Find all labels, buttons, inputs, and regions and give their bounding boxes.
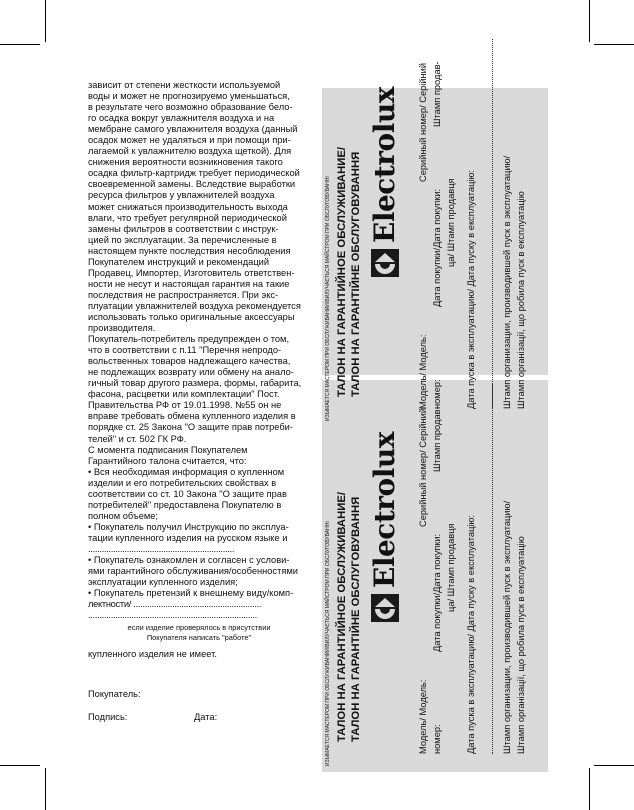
text-line: • Вся необходимая информация о купленном [88, 466, 285, 477]
text-line: своевременной замены. Вследствие выработки [88, 179, 296, 190]
text-line: тации купленного изделия на русском языке и [88, 532, 288, 543]
text-line: потребителей" предоставлена Покупателю в [88, 499, 282, 510]
crop-mark [0, 44, 40, 45]
serial-field-label-cont: номер: [432, 379, 442, 409]
text-line: снижения вероятности возникновения такого [88, 157, 283, 168]
org-stamp-label-ru: Штамп организации, производившей пуск в эксплуатацию/ [502, 500, 512, 754]
electrolux-logo [368, 87, 401, 277]
text-line: соответствии со ст. 10 Закона "О защите прав [88, 488, 287, 499]
org-stamp-label-ua: Штамп організації, що робила пуск в експлуатацію [516, 536, 526, 754]
text-line: ями гарантийного обслуживания/особенностями [88, 566, 298, 577]
text-line: Правительства РФ от 19.01.1998. №55 он не [88, 400, 282, 411]
text-line: влаги, что требует регулярной периодической [88, 212, 287, 223]
electrolux-logo [368, 432, 401, 622]
text-line: полном объеме; [88, 510, 159, 521]
text-line: изделии и его потребительских свойствах в [88, 477, 277, 488]
seller-stamp-label-cont: ца/ Штамп продавця [446, 178, 456, 267]
text-line: • Покупатель ознакомлен и согласен с услови- [88, 555, 290, 566]
model-field-label: Модель/ Модель: [418, 679, 428, 754]
crop-mark [594, 44, 634, 45]
text-line: Покупателем инструкций и рекомендаций [88, 256, 270, 267]
fill-in-line: ................................................................ [88, 543, 235, 554]
coupon-title-ru: ТАЛОН НА ГАРАНТИЙНОЕ ОБСЛУЖИВАНИЕ/ [336, 146, 348, 397]
text-line: настоящем пункте последствия несоблюдения [88, 245, 291, 256]
text-line: воды и может не прогнозируемо уменьшаться, [88, 91, 290, 102]
text-line: замены фильтров в соответствии с инструк- [88, 223, 279, 234]
serial-field-label: Серийный номер/ Серійний [418, 407, 428, 527]
text-line: цией по эксплуатации. За перечисленные в [88, 234, 277, 245]
text-line: фасона, расцветки или комплектации" Пост. [88, 389, 280, 400]
text-line: лектности/ ........................................................ [88, 599, 262, 610]
org-stamp-label-ru: Штамп организации, производившей пуск в эксплуатацию/ [502, 155, 512, 409]
crop-mark [594, 765, 634, 766]
text-line: плуатации увлажнителей воздуха рекомендуется [88, 300, 301, 311]
text-line: вольственных товаров надлежащего качества, [88, 356, 291, 367]
seller-stamp-label: Штамп продав- [432, 406, 442, 472]
text-line: ности не несут и настоящая гарантия на такие [88, 278, 290, 289]
coupon-title-ru: ТАЛОН НА ГАРАНТИЙНОЕ ОБСЛУЖИВАНИЕ/ [336, 491, 348, 742]
text-line: го осадка вокруг увлажнителя воздуха и на [88, 113, 275, 124]
buyer-label: Покупатель: [88, 689, 141, 699]
crop-mark [45, 768, 46, 810]
text-line: что в соответствии с п.11 "Перечня непродо- [88, 345, 282, 356]
warranty-conditions-text [88, 80, 310, 660]
text-line: вправе требовать обмена купленного изделия в [88, 411, 296, 422]
purchase-date-label: Дата покупки/Дата покупки: [432, 188, 442, 307]
seller-stamp-label-cont: ца/ Штамп продавця [446, 523, 456, 612]
text-line: осадок может не удаляться и при помощи при- [88, 135, 291, 146]
text-line: • Покупатель получил Инструкцию по эксплуа- [88, 521, 289, 532]
crop-mark [0, 765, 40, 766]
condition-note-line: Покупателя написать "работе" [146, 633, 252, 643]
crop-mark [589, 0, 590, 42]
start-date-label: Дата пуска в эксплуатацию/ Дата пуску в експлуатацію: [466, 514, 476, 754]
text-line: эксплуатации купленного изделия; [88, 577, 238, 588]
coupon-side-note: ИЗЫМАЕТСЯ МАСТЕРОМ ПРИ ОБСЛУЖИВАНИИ/ВИЛУЧАЄТЬСЯ МАЙСТРОМ ПРИ ОБСЛУГОВУВАННІ [325, 176, 331, 421]
text-line: лагаемой к увлажнителю воздуха щеткой). Для [88, 146, 292, 157]
text-line: гичный товар другого размера, формы, габарита, [88, 378, 302, 389]
text-line: осадка фильтр-картридж требует периодической [88, 168, 300, 179]
text-line: • Покупатель претензий к внешнему виду/комп- [88, 588, 294, 599]
brand-name: Electrolux [368, 87, 401, 243]
text-line: Гарантийного талона считается, что: [88, 455, 247, 466]
model-field-label: Модель/ Модель: [418, 334, 428, 409]
divider [492, 384, 493, 754]
coupon-title-ua: ТАЛОН НА ГАРАНТІЙНЕ ОБСЛУГОВУВАННЯ [350, 151, 362, 397]
text-line: производителя. [88, 323, 156, 334]
warranty-coupon [322, 61, 548, 421]
text-line: зависит от степени жесткости используемой [88, 80, 281, 90]
text-line: телей" и ст. 502 ГК РФ. [88, 433, 187, 444]
date-label: Дата: [194, 712, 218, 722]
text-line: ресурса фильтров у увлажнителей воздуха [88, 190, 275, 201]
condition-note [88, 623, 310, 643]
warranty-coupon [322, 380, 548, 772]
crop-mark [589, 768, 590, 810]
text-line: мембране самого увлажнителя воздуха (данный [88, 124, 298, 135]
text-line: Покупатель-потребитель предупрежден о том, [88, 334, 290, 345]
text-line: последствия не распространяется. При экс- [88, 289, 279, 300]
serial-field-label-cont: номер: [432, 724, 442, 754]
electrolux-logo-icon [371, 249, 399, 277]
coupon-title-ua: ТАЛОН НА ГАРАНТІЙНЕ ОБСЛУГОВУВАННЯ [350, 496, 362, 742]
text-line: порядке ст. 25 Закона "О защите прав потреби- [88, 422, 293, 433]
divider [492, 39, 493, 409]
text-line: использовать только оригинальные аксессуары [88, 311, 295, 322]
no-claims-text: купленного изделия не имеет. [88, 649, 217, 660]
text-line: Продавец, Импортер, Изготовитель ответствен- [88, 267, 295, 278]
crop-mark [45, 0, 46, 42]
fill-in-line: .......................................................................... [88, 610, 257, 621]
serial-field-label: Серийный номер/ Серійний [418, 62, 428, 182]
start-date-label: Дата пуска в эксплуатацию/ Дата пуску в експлуатацію: [466, 169, 476, 409]
signature-label: Подпись: [88, 712, 128, 722]
text-line: в результате чего возможно образование бело- [88, 102, 293, 113]
purchase-date-label: Дата покупки/Дата покупки: [432, 533, 442, 652]
text-line: С момента подписания Покупателем [88, 444, 248, 455]
electrolux-logo-icon [371, 594, 399, 622]
brand-name: Electrolux [368, 432, 401, 588]
seller-stamp-label: Штамп продав- [432, 61, 442, 127]
coupon-side-note: ИЗЫМАЕТСЯ МАСТЕРОМ ПРИ ОБСЛУЖИВАНИИ/ВИЛУЧАЄТЬСЯ МАЙСТРОМ ПРИ ОБСЛУГОВУВАННІ [325, 521, 331, 766]
text-line: не подлежащих возврату или обмену на анало- [88, 367, 294, 378]
text-line: может снижаться производительность выхода [88, 201, 288, 212]
org-stamp-label-ua: Штамп організації, що робила пуск в експлуатацію [516, 191, 526, 409]
condition-note-line: если изделие проверялось в присутствии [127, 623, 271, 633]
